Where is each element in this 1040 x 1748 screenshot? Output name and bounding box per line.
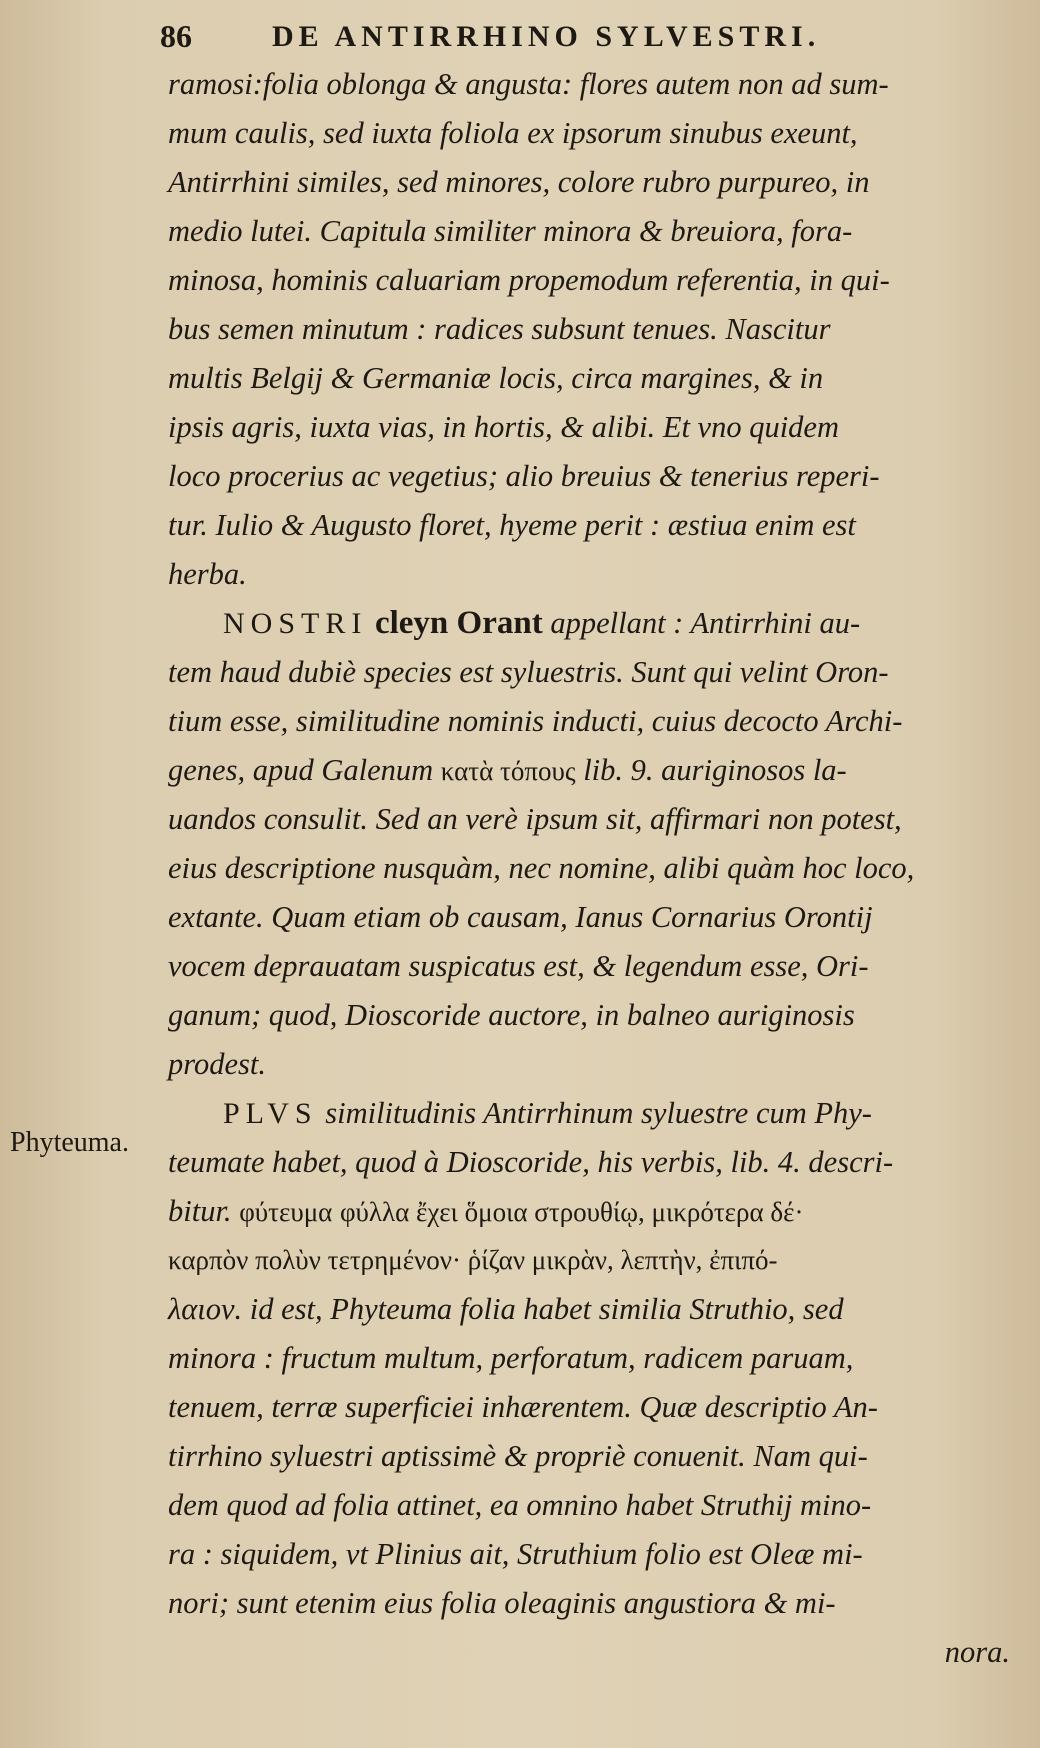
text-line: ganum; quod, Dioscoride auctore, in balneo auriginosis (168, 998, 855, 1032)
text-fragment: bitur. (168, 1194, 232, 1228)
text-fragment: lib. 9. auriginosos la- (583, 753, 847, 787)
text-line: nori; sunt etenim eius folia oleaginis angustiora & mi- (168, 1586, 836, 1620)
page-header (160, 18, 940, 58)
text-line: ramosi:folia oblonga & angusta: flores autem non ad sum- (168, 67, 889, 101)
text-line: uandos consulit. Sed an verè ipsum sit, affirmari non potest, (168, 802, 902, 836)
text-line: teumate habet, quod à Dioscoride, his verbis, lib. 4. descri- (168, 1145, 894, 1179)
greek-text: φύτευμα (239, 1197, 333, 1227)
text-line: loco procerius ac vegetius; alio breuius & tenerius reperi- (168, 459, 880, 493)
text-fragment: similitudinis Antirrhinum syluestre cum Phy- (325, 1096, 872, 1130)
text-line: extante. Quam etiam ob causam, Ianus Cornarius Orontij (168, 900, 873, 934)
text-line: dem quod ad folia attinet, ea omnino habet Struthij mino- (168, 1488, 872, 1522)
body-text (168, 60, 1013, 1677)
greek-text: φύλλα ἔχει ὅμοια στρουθίῳ, μικρότερα δέ· (339, 1197, 804, 1227)
text-line (168, 746, 1013, 795)
text-line: nora. (944, 1635, 1010, 1669)
text-line (168, 1187, 1013, 1236)
running-title: DE ANTIRRHINO SYLVESTRI. (272, 20, 821, 53)
text-fragment: appellant : Antirrhini au- (550, 606, 861, 640)
text-line: ipsis agris, iuxta vias, in hortis, & alibi. Et vno quidem (168, 410, 839, 444)
text-line: bus semen minutum : radices subsunt tenues. Nascitur (168, 312, 831, 346)
text-line: tenuem, terræ superficiei inhærentem. Quæ descriptio An- (168, 1390, 878, 1424)
paragraph-3-first-line (168, 1089, 1013, 1138)
text-line: Antirrhini similes, sed minores, colore rubro purpureo, in (168, 165, 870, 199)
text-line: mum caulis, sed iuxta foliola ex ipsorum sinubus exeunt, (168, 116, 858, 150)
margin-note: Phyteuma. (10, 1127, 129, 1158)
text-line: tirrhino syluestri aptissimè & propriè conuenit. Nam qui- (168, 1439, 868, 1473)
text-fragment: genes, apud Galenum (168, 753, 434, 787)
text-line: herba. (168, 557, 247, 591)
text-line: minora : fructum multum, perforatum, radicem paruam, (168, 1341, 854, 1375)
text-line: vocem deprauatam suspicatus est, & legendum esse, Ori- (168, 949, 869, 983)
text-line: minosa, hominis caluariam propemodum referentia, in qui- (168, 263, 890, 297)
text-line: ra : siquidem, vt Plinius ait, Struthium folio est Oleæ mi- (168, 1537, 863, 1571)
text-line: multis Belgij & Germaniæ locis, circa margines, & in (168, 361, 824, 395)
text-line: tium esse, similitudine nominis inducti, cuius decocto Archi- (168, 704, 903, 738)
blackletter-word: cleyn Orant (374, 605, 543, 641)
page-number: 86 (160, 18, 192, 54)
greek-line: καρπὸν πολὺν τετρημένον· ῥίζαν μικρὰν, λεπτὴν, ἐπιπό- (168, 1245, 778, 1275)
text-line: prodest. (168, 1047, 266, 1081)
text-line: tur. Iulio & Augusto floret, hyeme perit : æstiua enim est (168, 508, 856, 542)
text-line: eius descriptione nusquàm, nec nomine, alibi quàm hoc loco, (168, 851, 915, 885)
greek-text: κατὰ τόπους (440, 756, 576, 786)
text-line: λαιον. id est, Phyteuma folia habet similia Struthio, sed (168, 1292, 844, 1326)
paragraph-2-first-line (168, 599, 1013, 648)
small-caps-word: NOSTRI (223, 607, 368, 640)
text-line: medio lutei. Capitula similiter minora & breuiora, fora- (168, 214, 853, 248)
text-line: tem haud dubiè species est syluestris. Sunt qui velint Oron- (168, 655, 889, 689)
small-caps-word: PLVS (223, 1097, 318, 1130)
